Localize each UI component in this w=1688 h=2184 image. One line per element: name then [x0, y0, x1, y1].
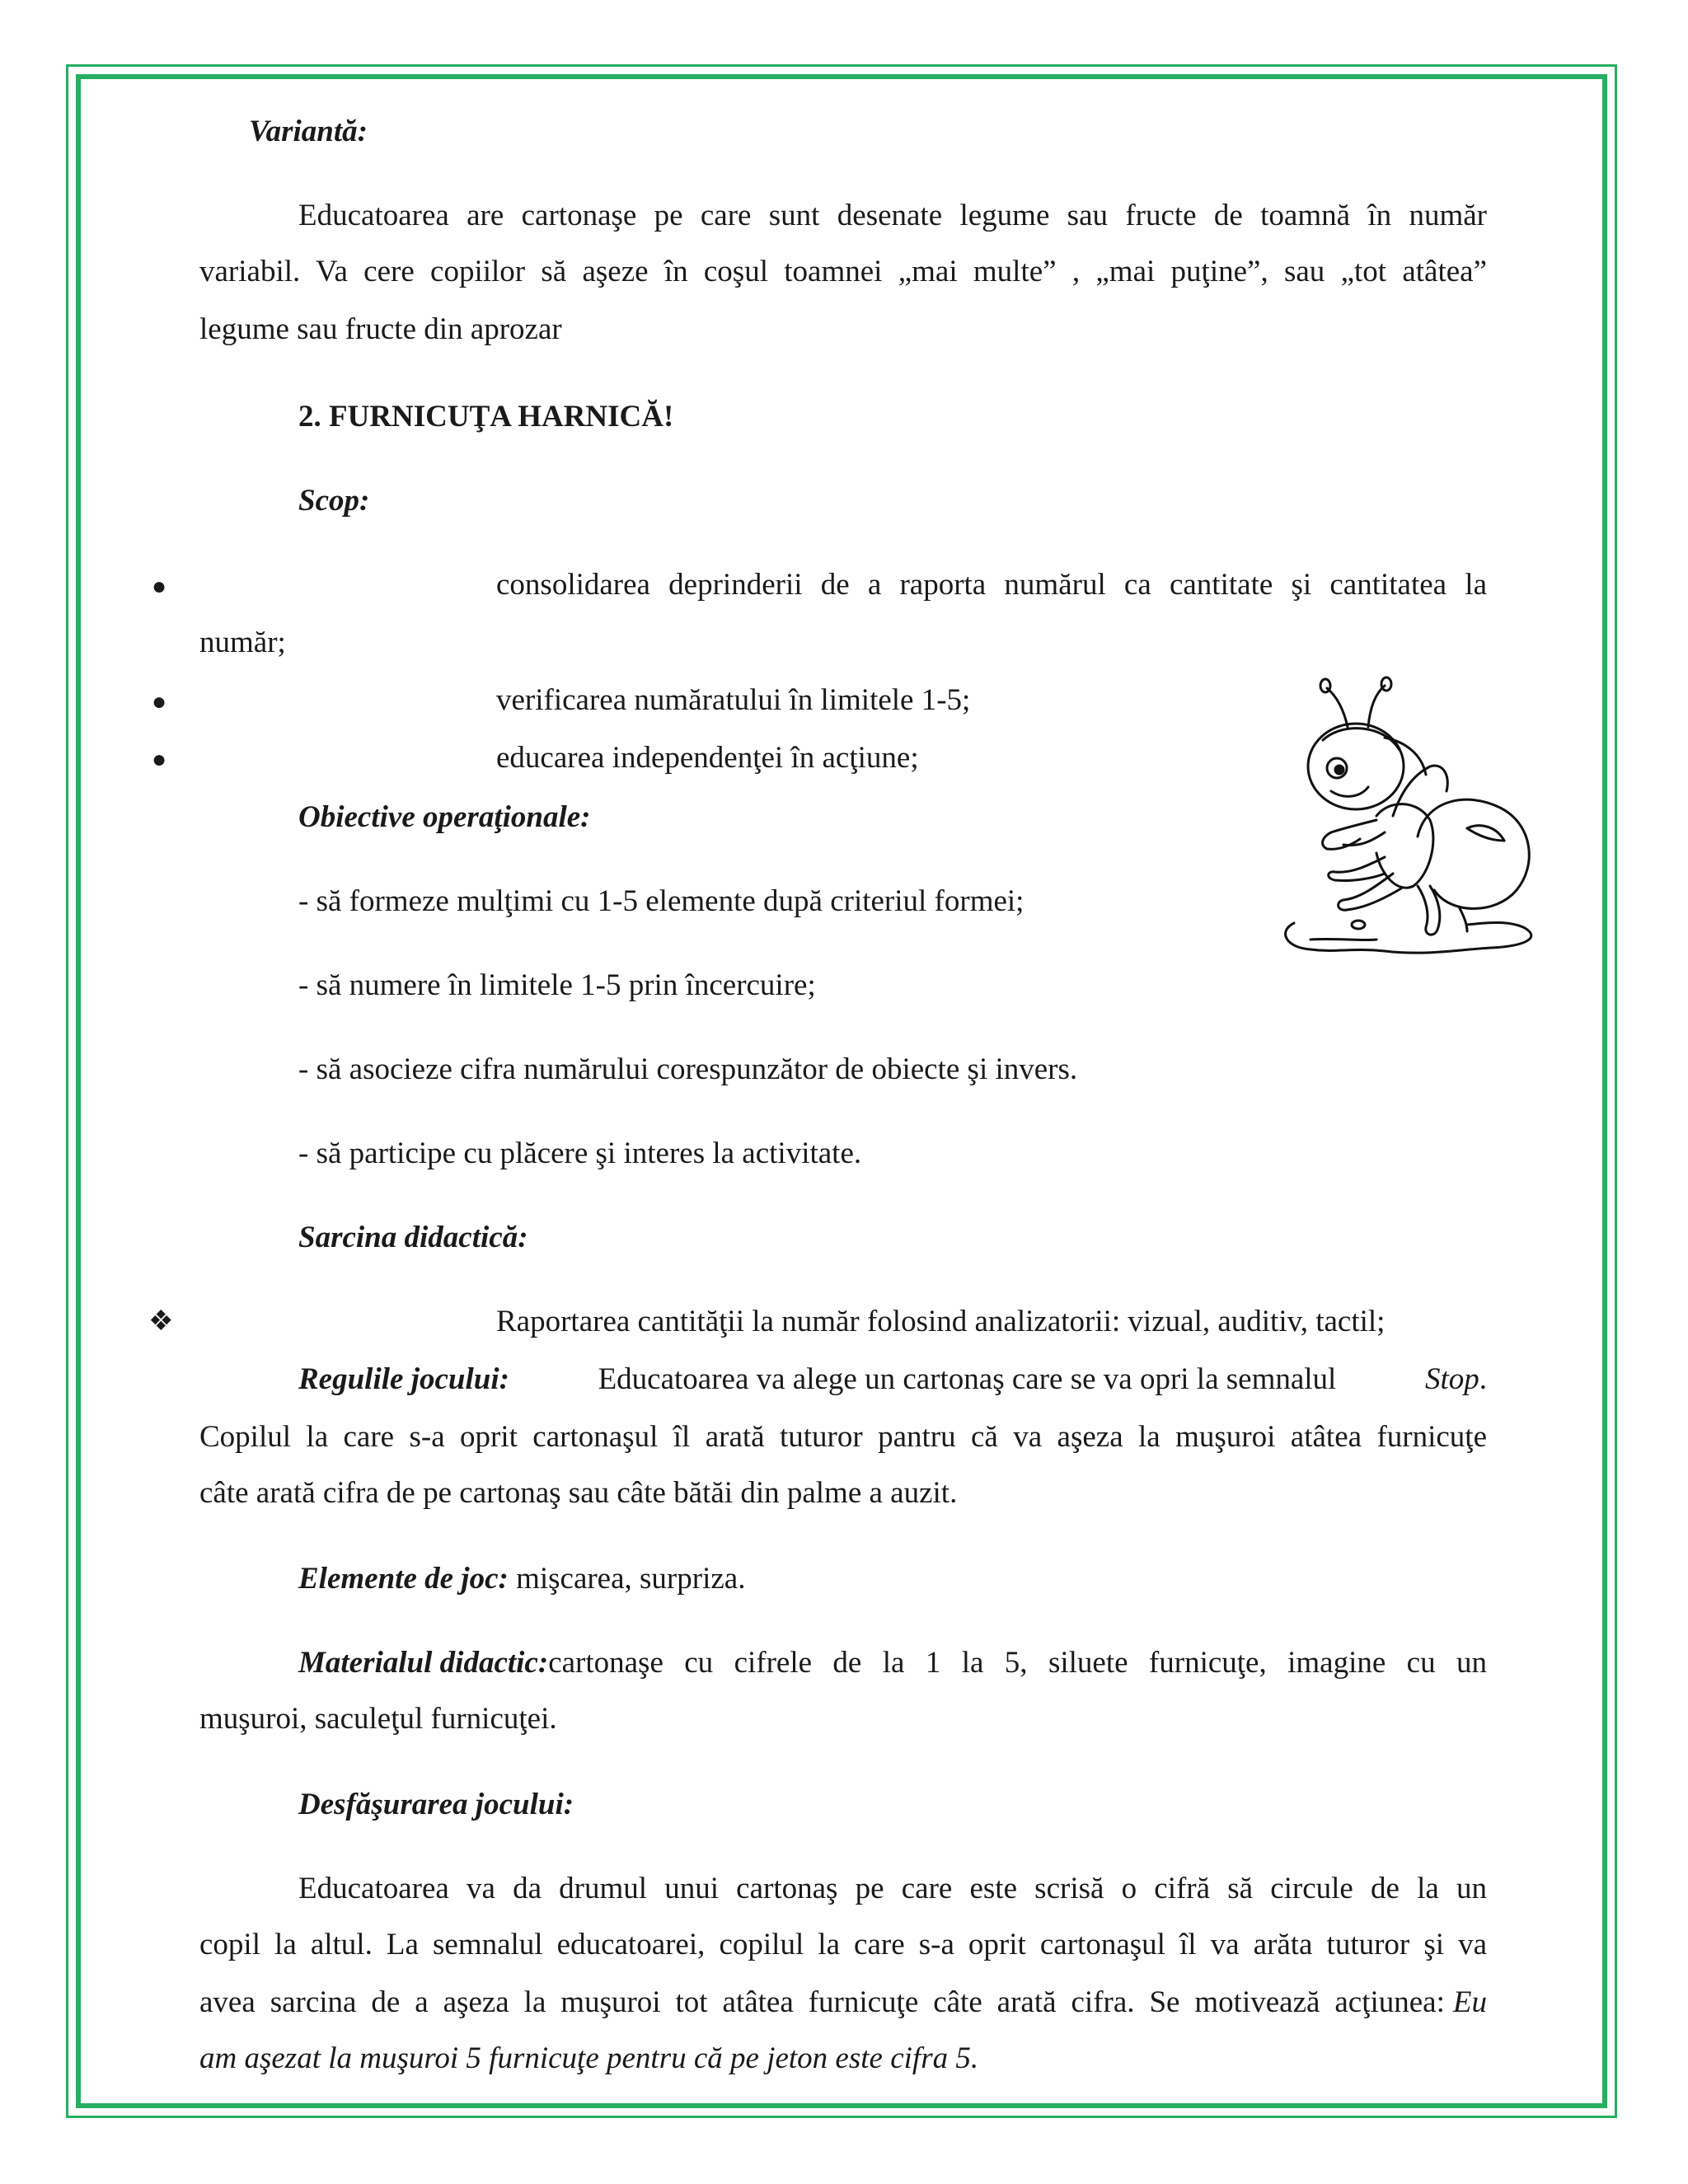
obiectiv-3: - să asocieze cifra numărului corespunzător de obiecte şi invers. [298, 1052, 1078, 1086]
obiectiv-1: - să formeze mulţimi cu 1-5 elemente după criteriul formei; [298, 884, 1025, 918]
bullet-dot-icon: ● [152, 746, 167, 773]
desfasurare-line-4: am aşezat la muşuroi 5 furnicuţe pentru că pe jeton este cifra 5. [199, 2041, 979, 2075]
reguli-line-2: Copilul la care s-a oprit cartonaşul îl arată tuturor pantru că va aşeza la muşuroi atâtea furnicuţe [199, 1420, 1487, 1454]
obiectiv-2: - să numere în limitele 1-5 prin încercuire; [298, 968, 816, 1002]
bullet-dot-icon: ● [152, 688, 167, 715]
reguli-text-1: Educatoarea va alege un cartonaş care se va opri la semnalul [598, 1362, 1337, 1396]
varianta-heading: Variantă: [249, 115, 368, 148]
varianta-line-2: variabil. Va cere copiilor să aşeze în coşul toamnei „mai multe” , „mai puţine”, sau „tot atâtea” [199, 255, 1487, 288]
material-line-1 [298, 1645, 1487, 1681]
varianta-line-3: legume sau fructe din aprozar [199, 312, 562, 346]
ant-illustration-icon [1261, 676, 1541, 981]
desfasurare-line-1: Educatoarea va da drumul unui cartonaş pe care este scrisă o cifră să circule de la un [298, 1872, 1487, 1905]
scop-heading: Scop: [298, 484, 370, 518]
varianta-line-1: Educatoarea are cartonaşe pe care sunt desenate legume sau fructe de toamnă în număr [298, 199, 1487, 232]
elemente-label: Elemente de joc: [298, 1562, 509, 1596]
scop-item-3: educarea independenţei în acţiune; [496, 741, 919, 775]
obiective-heading: Obiective operaţionale: [298, 800, 591, 834]
desfasurare-italic-eu: Eu [1452, 1985, 1487, 2019]
desfasurare-heading: Desfăşurarea jocului: [298, 1788, 574, 1821]
reguli-stop: Stop [1424, 1362, 1479, 1396]
material-label: Materialul didactic: [298, 1646, 549, 1680]
scop-item-2: verificarea număratului în limitele 1-5; [496, 683, 971, 717]
elemente-line [298, 1561, 745, 1597]
reguli-line-1 [298, 1361, 1487, 1398]
reguli-label: Regulile jocului: [298, 1362, 509, 1396]
elemente-text: mişcarea, surpriza. [516, 1562, 746, 1596]
desfasurare-line-2: copil la altul. La semnalul educatoarei, copilul la care s-a oprit cartonaşul îl va arăta tuturor şi va [199, 1928, 1487, 1961]
obiectiv-4: - să participe cu plăcere şi interes la activitate. [298, 1137, 862, 1170]
bullet-dot-icon: ● [152, 573, 167, 600]
scop-item-1-cont: număr; [199, 626, 286, 659]
material-line-2: muşuroi, saculeţul furnicuţei. [199, 1702, 557, 1736]
sarcina-heading: Sarcina didactică: [298, 1221, 528, 1254]
reguli-stop-wrap: Stop. [1424, 1362, 1487, 1396]
material-text-1: cartonaşe cu cifrele de la 1 la 5, siluete furnicuţe, imagine cu un [548, 1646, 1487, 1680]
desfasurare-line-3 [199, 1985, 1487, 2021]
four-diamond-icon: ❖ [148, 1306, 174, 1337]
game-title: 2. FURNICUŢA HARNICĂ! [298, 400, 674, 434]
reguli-line-3: câte arată cifra de pe cartonaş sau câte bătăi din palme a auzit. [199, 1476, 958, 1510]
scop-item-1: consolidarea deprinderii de a raporta numărul ca cantitate şi cantitatea la [496, 568, 1487, 602]
sarcina-text: Raportarea cantităţii la număr folosind analizatorii: vizual, auditiv, tactil; [496, 1305, 1386, 1338]
desfasurare-text-3: avea sarcina de a aşeza la muşuroi tot atâtea furnicuţe câte arată cifra. Se motivează acţiunea: [199, 1985, 1445, 2019]
